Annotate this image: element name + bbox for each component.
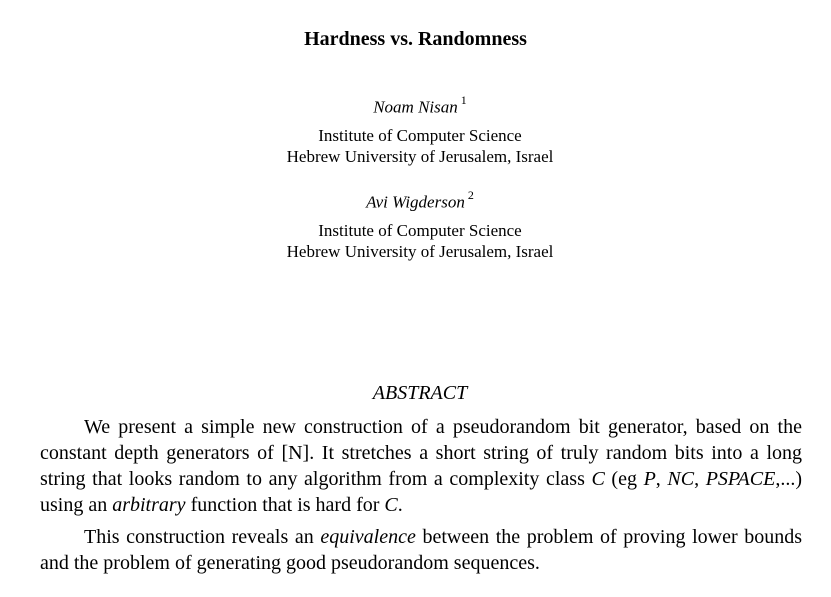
abstract-paragraph-1: We present a simple new construction of a pseudorandom bit generator, based on the constant depth generators of [N]. It stretches a short string of truly random bits into a long string that looks random to any algorithm from a complexity class C (eg P, NC, PSPACE,...) using an arbitrary function that is hard for C.: [40, 416, 802, 516]
emphasis: NC: [667, 468, 695, 490]
abstract-body: [40, 414, 802, 576]
emphasis: PSPACE: [705, 468, 776, 490]
emphasis: arbitrary: [112, 494, 186, 516]
author-affiliation-wigderson: [0, 220, 831, 262]
author-footnote-marker: 1: [460, 93, 467, 107]
abstract-heading: ABSTRACT: [372, 382, 468, 404]
author-name-wigderson: [0, 187, 831, 213]
emphasis: C: [384, 494, 398, 516]
author-affiliation-nisan: [0, 125, 831, 167]
paper-title: Hardness vs. Randomness: [304, 28, 527, 50]
abstract-paragraph-2: This construction reveals an equivalence between the problem of proving lower bounds and the problem of generating good pseudorandom sequences.: [40, 526, 802, 574]
emphasis: equivalence: [320, 526, 416, 548]
author-footnote-marker: 2: [467, 188, 474, 202]
affiliation-institute: Institute of Computer Science: [318, 126, 522, 145]
affiliation-institute: Institute of Computer Science: [318, 221, 522, 240]
author-name: Avi Wigderson: [366, 192, 465, 212]
emphasis: P: [643, 468, 656, 490]
emphasis: C: [591, 468, 605, 490]
author-name: Noam Nisan: [373, 97, 458, 117]
affiliation-university: Hebrew University of Jerusalem, Israel: [286, 147, 554, 166]
author-name-nisan: [0, 92, 831, 118]
affiliation-university: Hebrew University of Jerusalem, Israel: [286, 242, 554, 261]
